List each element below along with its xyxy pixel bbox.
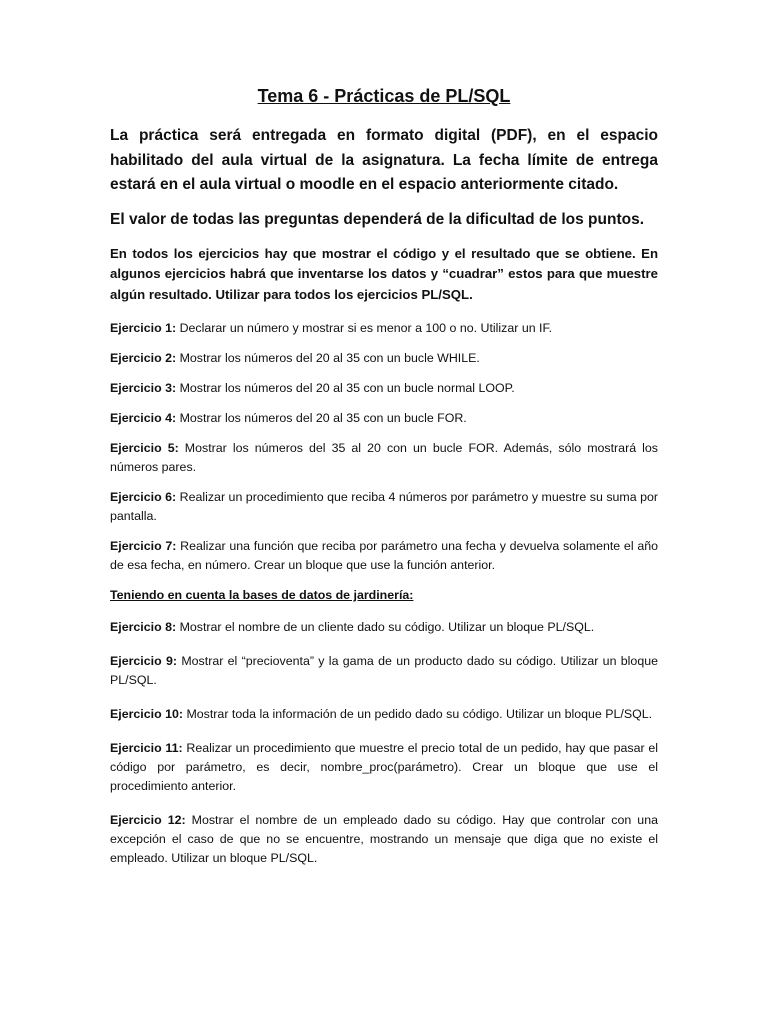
exercise-text: Mostrar el nombre de un cliente dado su código. Utilizar un bloque PL/SQL. (176, 620, 595, 634)
exercise-7 (110, 537, 658, 575)
exercise-3 (110, 379, 658, 398)
exercise-11 (110, 739, 658, 796)
grading-note: El valor de todas las preguntas dependerá de la dificultad de los puntos. (110, 210, 645, 228)
exercise-4 (110, 409, 658, 428)
exercise-label: Ejercicio 4: (110, 411, 177, 425)
exercise-8 (110, 618, 658, 637)
exercise-5 (110, 439, 658, 477)
exercise-text: Mostrar el “precioventa” y la gama de un producto dado su código. Utilizar un bloque PL/SQL. (110, 654, 658, 687)
exercise-text: Mostrar los números del 20 al 35 con un bucle WHILE. (176, 351, 480, 365)
exercise-label: Ejercicio 8: (110, 620, 177, 634)
exercise-label: Ejercicio 10: (110, 707, 184, 721)
exercise-1 (110, 319, 658, 338)
exercise-text: Mostrar los números del 20 al 35 con un bucle FOR. (176, 411, 467, 425)
exercise-6 (110, 488, 658, 526)
exercise-label: Ejercicio 7: (110, 539, 177, 553)
document-body (110, 84, 658, 883)
exercise-text: Realizar un procedimiento que reciba 4 números por parámetro y muestre su suma por pantalla. (110, 490, 658, 523)
exercise-9 (110, 652, 658, 690)
exercise-label: Ejercicio 5: (110, 441, 179, 455)
exercise-label: Ejercicio 11: (110, 741, 183, 755)
exercise-10 (110, 705, 658, 724)
exercise-text: Declarar un número y mostrar si es menor a 100 o no. Utilizar un IF. (176, 321, 553, 335)
exercise-label: Ejercicio 6: (110, 490, 177, 504)
exercise-text: Mostrar los números del 35 al 20 con un bucle FOR. Además, sólo mostrará los números pares. (110, 441, 658, 474)
exercise-text: Mostrar toda la información de un pedido dado su código. Utilizar un bloque PL/SQL. (183, 707, 653, 721)
exercise-label: Ejercicio 9: (110, 654, 178, 668)
exercise-label: Ejercicio 3: (110, 381, 177, 395)
exercise-label: Ejercicio 1: (110, 321, 177, 335)
exercise-text: Mostrar los números del 20 al 35 con un bucle normal LOOP. (176, 381, 515, 395)
exercise-2 (110, 349, 658, 368)
exercise-12 (110, 811, 658, 868)
general-instructions: En todos los ejercicios hay que mostrar el código y el resultado que se obtiene. En algunos ejercicios habrá que inventarse los datos y “cuadrar” estos para que muestre algún resultado. Utilizar para todos los ejercicios PL/SQL. (110, 245, 658, 302)
delivery-instructions: La práctica será entregada en formato digital (PDF), en el espacio habilitado del aula virtual de la asignatura. La fecha límite de entrega estará en el aula virtual o moodle en el espacio anteriormente citado. (110, 127, 658, 193)
exercise-text: Mostrar el nombre de un empleado dado su código. Hay que controlar con una excepción el caso de que no se encuentre, mostrando un mensaje que diga que no existe el empleado. Utilizar un bloque PL/SQL. (110, 813, 658, 865)
exercise-text: Realizar una función que reciba por parámetro una fecha y devuelva solamente el año de esa fecha, en número. Crear un bloque que use la función anterior. (110, 539, 658, 572)
exercise-text: Realizar un procedimiento que muestre el precio total de un pedido, hay que pasar el código por parámetro, es decir, nombre_proc(parámetro). Crear un bloque que use el procedimiento anterior. (110, 741, 658, 793)
exercise-label: Ejercicio 2: (110, 351, 177, 365)
section-heading: Teniendo en cuenta la bases de datos de jardinería: (110, 588, 414, 602)
exercise-label: Ejercicio 12: (110, 813, 186, 827)
document-title: Tema 6 - Prácticas de PL/SQL (257, 86, 511, 106)
